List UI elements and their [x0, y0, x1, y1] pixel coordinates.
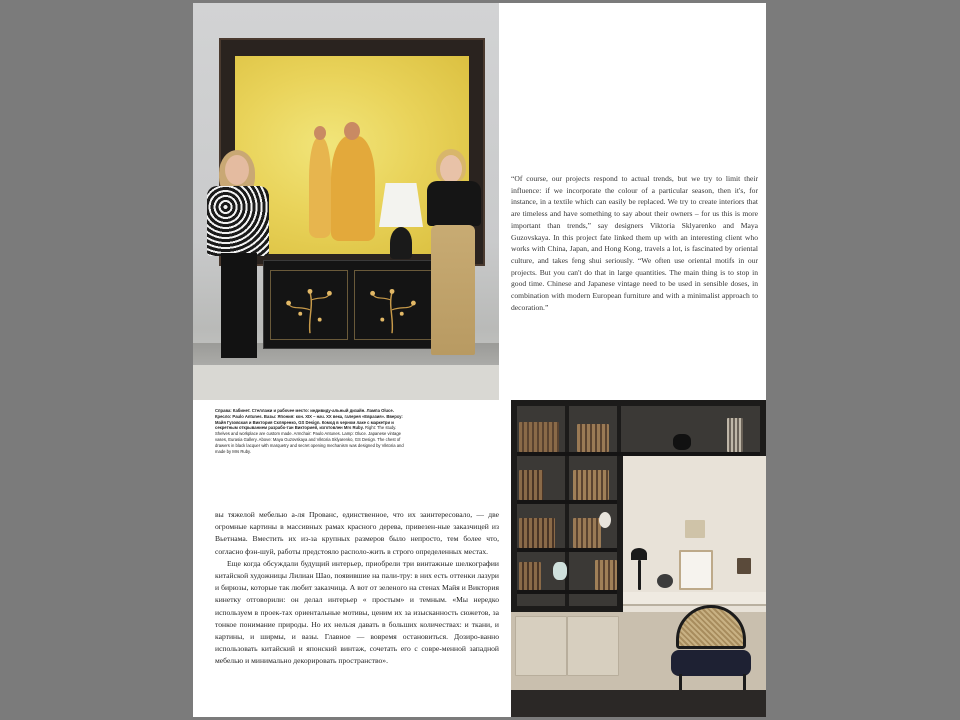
caption-english: Right: The study. Shelves and workplace are custom made. Armchair: Paulo Antunes. Lamp: Oluce. Japanese vintage vases, Eurasia Gallery. Above: Maya Guzovskaya and Viktoria Sklyarenko, GS Design. The chest of drawers in black lacquer with marquetry and secret opening mechanism was designed by Viktoria and made by Mrs Ruby.	[215, 425, 404, 454]
russian-paragraph-1: вы тяжелой мебелью а-ля Прованс, единственное, что их заинтересовало, — две огромные картины в массивных рамах красного дерева, привезен-ные заказчицей из Вьетнама. Вместить их из-за крупных размеров было непросто, тем более что, согласно фэн-шуй, работы предстояло располо-жить в строго определенных местах.	[215, 510, 499, 556]
magazine-page	[193, 3, 766, 717]
russian-text-column	[215, 509, 499, 668]
desk	[623, 592, 766, 606]
study-interior-photo	[511, 400, 766, 717]
caption-russian: Справа: Кабинет. Стеллажи и рабочее место: индивиду-альный дизайн. Лампа Oluce. Кресло: Paulo Antunes. Вазы: Япония: кон. XIX – нач. XX века, галерея «Евразия». Вверху: Майя Гузовская и Виктория Скляренко, GS Design. Комод в черном лаке с маркетри и секретным открыванием разрабо-тан Викторией, изготовлен Mrs Ruby.	[215, 408, 403, 431]
russian-paragraph-2: Еще когда обсуждали будущий интерьер, приобрели три винтажные шелкографии китайской художницы Лилиан Шао, появившие на пали-тру: в них есть оттенки лазури и бирюзы, которые так любит заказчица. А вот от зеленого на стенах Майя и Виктория кинетку отговорили: он делал интерьер « простым» и темным. «Мы нередко используем в проек-тах ориентальные мотивы, ценим их за изысканность сюжетов, за тонкое понимание природы. Но их нельзя давать в больших количествах: и ткани, и картины, и ширмы, и вазы. Главное — вовремя остановиться. Дозиро-ванно использовать китайский и японский винтаж, сочетать его с совре-менной западной мебелью и минимально декорировать пространство».	[215, 558, 499, 666]
photo-caption	[215, 408, 407, 454]
english-paragraph: “Of course, our projects respond to actual trends, but we try to limit their influence: if we incorporate the colour of a particular season, then it's, for instance, in a textile which can easily be replaced. We try to create interiors that are timeless and have something to say about their owners – for us this is more important than trends,” say designers Viktoria Sklyarenko and Maya Guzovskaya. In this project fate linked them up with an interesting client who works with China, Japan, and Hong Kong, travels a lot, is fascinated by oriental culture, and takes feng shui seriously. “We often use oriental motifs in our projects. But you can't do that in large quantities. The main thing is to stop in good time. Chinese and Japanese vintage need to be used in sensible doses, in combination with modern European furniture and with a minimalist approach to decoration.”	[511, 174, 758, 312]
designers-portrait-photo	[193, 3, 499, 400]
table-lamp	[379, 183, 423, 227]
black-lacquer-chest	[263, 260, 437, 349]
floor-rug	[193, 365, 499, 400]
english-text-column	[511, 173, 758, 313]
